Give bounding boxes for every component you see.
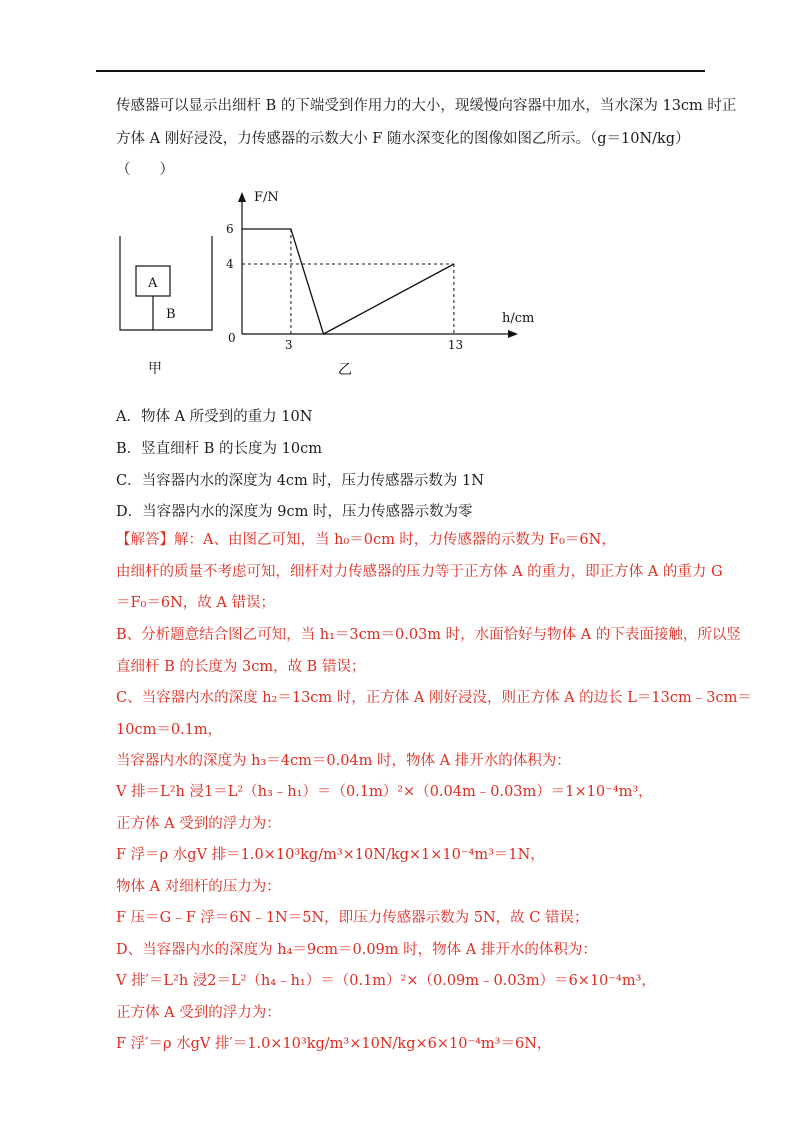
solution-line-16: 正方体 A 受到的浮力为： — [116, 1005, 281, 1021]
figure-jia-caption: 甲 — [148, 361, 162, 377]
series-line — [242, 229, 454, 334]
solution-line-14: D、当容器内水的深度为 h₄＝9cm＝0.09m 时，物体 A 排开水的体积为： — [116, 942, 597, 958]
x-tick-label-0: 3 — [284, 338, 293, 352]
figure-jia — [120, 236, 212, 377]
figure-yi — [226, 190, 534, 378]
solution-line-2: 由细杆的质量不考虑可知，细杆对力传感器的压力等于正方体 A 的重力，即正方体 A 的重力 G — [116, 564, 723, 580]
solution-line-4: B、分析题意结合图乙可知，当 h₁＝3cm＝0.03m 时，水面恰好与物体 A 的下表面接触，所以竖 — [116, 627, 741, 643]
figure-svg — [112, 186, 552, 386]
y-tick-label-0: 6 — [226, 222, 234, 236]
solution-tag: 【解答】 — [116, 532, 174, 548]
origin-label: 0 — [228, 331, 236, 345]
header-rule — [96, 70, 705, 72]
figure-area — [112, 186, 552, 390]
option-c: C．当容器内水的深度为 4cm 时，压力传感器示数为 1N — [116, 473, 484, 489]
solution-line-1 — [116, 528, 616, 549]
x-axis-label: h/cm — [502, 311, 535, 326]
x-axis-arrow — [508, 330, 518, 338]
solution-line-3: ＝F₀＝6N，故 A 错误； — [116, 595, 275, 611]
solution-line-6: C、当容器内水的深度 h₂＝13cm 时，正方体 A 刚好浸没，则正方体 A 的边长 L＝13cm﹣3cm＝ — [116, 690, 752, 706]
block-a-label: A — [148, 276, 158, 291]
solution-line-5: 直细杆 B 的长度为 3cm，故 B 错误； — [116, 659, 366, 675]
option-b: B．竖直细杆 B 的长度为 10cm — [116, 441, 322, 457]
solution-line-10: 正方体 A 受到的浮力为： — [116, 816, 281, 832]
solution-line-17: F 浮′＝ρ 水gV 排′＝1.0×10³kg/m³×10N/kg×6×10⁻⁴m³＝6N， — [116, 1036, 552, 1052]
solution-line-7: 10cm＝0.1m， — [116, 722, 223, 738]
y-axis-arrow — [238, 192, 246, 202]
figure-yi-caption: 乙 — [338, 362, 352, 378]
y-tick-label-1: 4 — [226, 257, 234, 271]
solution-step-1: 解：A、由图乙可知，当 h₀＝0cm 时，力传感器的示数为 F₀＝6N， — [174, 532, 616, 548]
solution-line-9: V 排＝L²h 浸1＝L²（h₃﹣h₁）＝（0.1m）²×（0.04m﹣0.03m）＝1×10⁻⁴m³， — [116, 784, 653, 800]
solution-line-15: V 排′＝L²h 浸2＝L²（h₄﹣h₁）＝（0.1m）²×（0.09m﹣0.03m）＝6×10⁻⁴m³， — [116, 973, 656, 989]
option-a: A．物体 A 所受到的重力 10N — [116, 409, 313, 425]
y-axis-label: F/N — [254, 190, 279, 205]
solution-line-13: F 压＝G﹣F 浮＝6N﹣1N＝5N，即压力传感器示数为 5N，故 C 错误； — [116, 910, 589, 926]
option-d: D．当容器内水的深度为 9cm 时，压力传感器示数为零 — [116, 504, 473, 520]
solution-line-12: 物体 A 对细杆的压力为： — [116, 879, 281, 895]
x-tick-label-1: 13 — [447, 338, 464, 352]
rod-b-label: B — [166, 307, 176, 322]
chart-layer — [226, 222, 463, 352]
problem-line-3: （ ） — [116, 162, 174, 178]
problem-line-2: 方体 A 刚好浸没，力传感器的示数大小 F 随水深变化的图像如图乙所示。（g＝10N/kg） — [116, 131, 690, 147]
problem-line-1: 传感器可以显示出细杆 B 的下端受到作用力的大小，现缓慢向容器中加水，当水深为 13cm 时正 — [116, 98, 737, 114]
solution-line-11: F 浮＝ρ 水gV 排＝1.0×10³kg/m³×10N/kg×1×10⁻⁴m³＝1N， — [116, 847, 545, 863]
solution-line-8: 当容器内水的深度为 h₃＝4cm＝0.04m 时，物体 A 排开水的体积为： — [116, 753, 571, 769]
